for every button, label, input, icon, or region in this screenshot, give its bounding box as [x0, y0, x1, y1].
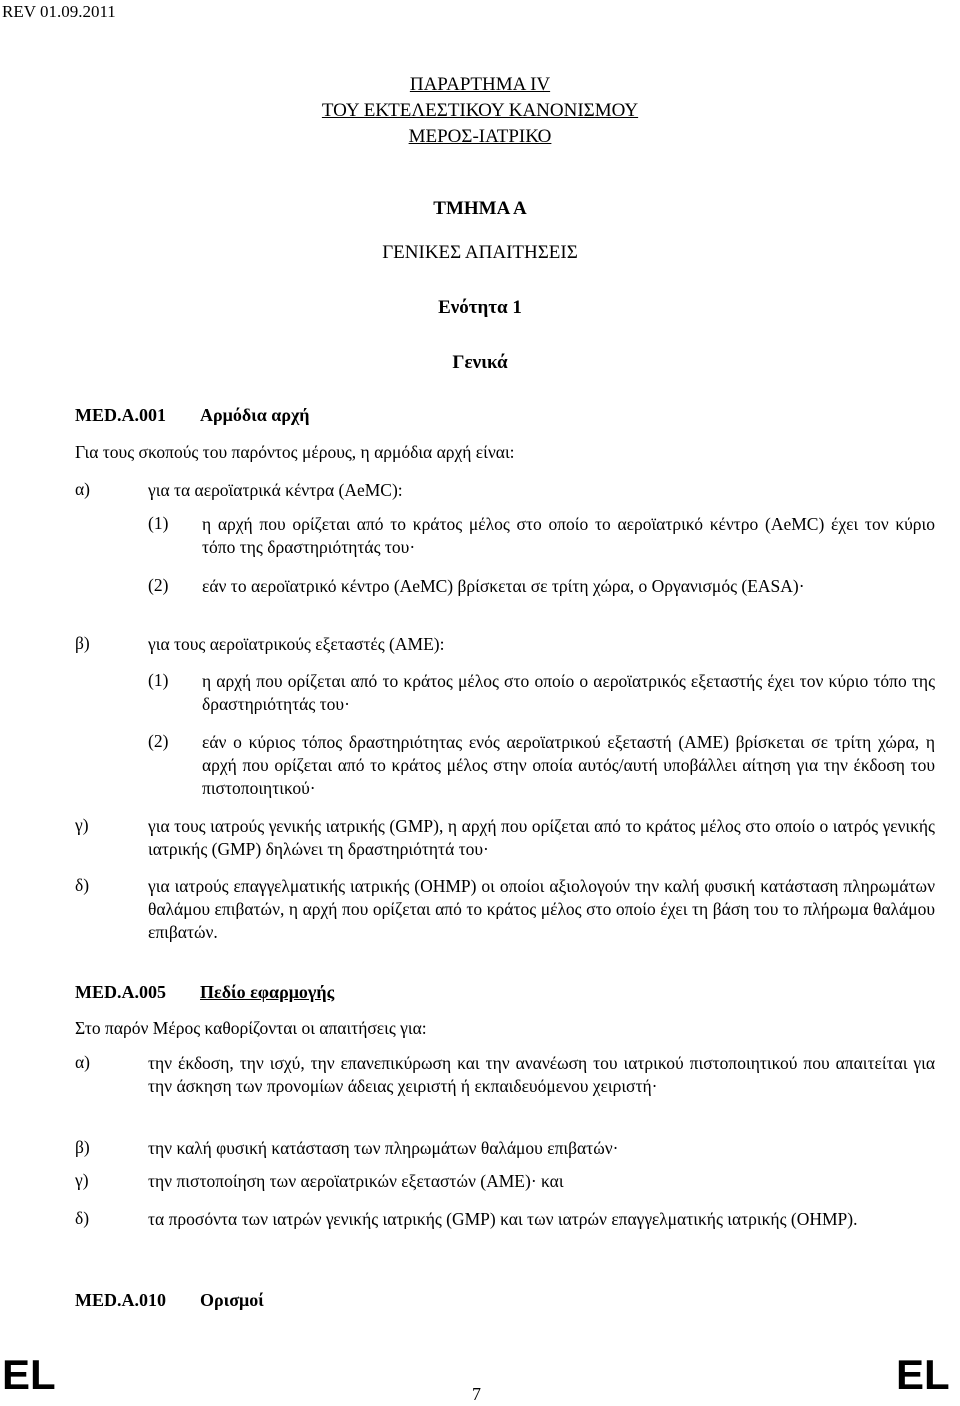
med005-item-d-text: τα προσόντα των ιατρών γενικής ιατρικής (GMP) και των ιατρών επαγγελματικής ιατρικής (OHMP).	[148, 1209, 858, 1229]
annex-title-line-1: ΠΑΡΑΡΤΗΜΑ IV	[409, 74, 551, 95]
med001-code: MED.A.001	[75, 405, 166, 425]
med001-item-a-label: α)	[75, 479, 90, 499]
med001-item-a1-label: (1)	[148, 513, 169, 533]
med001-item-c-label: γ)	[75, 815, 89, 835]
med005-item-a-label: α)	[75, 1052, 90, 1072]
med001-item-d-label: δ)	[75, 875, 90, 895]
med001-item-b-text: για τους αεροϊατρικούς εξεταστές (AME):	[148, 634, 445, 654]
page-number: 7	[472, 1384, 481, 1404]
med005-intro: Στο παρόν Μέρος καθορίζονται οι απαιτήσεις για:	[75, 1018, 427, 1038]
med005-item-d-label: δ)	[75, 1208, 90, 1228]
med001-item-a1-text: η αρχή που ορίζεται από το κράτος μέλος στο οποίο το αεροϊατρικό κέντρο (AeMC) έχει τον κύριο τόπο της δραστηριότητάς του·	[202, 514, 935, 557]
med005-item-c-text: την πιστοποίηση των αεροϊατρικών εξεταστών (AME)· και	[148, 1171, 564, 1191]
annex-title-line-3: ΜΕΡΟΣ-ΙΑΤΡΙΚΟ	[408, 126, 552, 147]
revision-label: REV 01.09.2011	[2, 2, 116, 21]
med010-code: MED.A.010	[75, 1290, 166, 1310]
med005-title: Πεδίο εφαρμογής	[200, 982, 335, 1002]
med001-item-b1-text: η αρχή που ορίζεται από το κράτος μέλος στο οποίο ο αεροϊατρικός εξεταστής έχει τον κύριο τόπο της δραστηριότητάς του·	[202, 671, 935, 714]
med001-item-d-text: για ιατρούς επαγγελματικής ιατρικής (OHMP) οι οποίοι αξιολογούν την καλή φυσική κατάσταση πληρωμάτων θαλάμου επιβατών, η αρχή που ορίζεται από το κράτος μέλος στο οποίο έχει τη βάση του το πλήρωμα θαλάμου επιβατών.	[148, 876, 935, 942]
footer-language-left: EL	[2, 1351, 56, 1398]
med001-item-a2-text: εάν το αεροϊατρικό κέντρο (AeMC) βρίσκεται σε τρίτη χώρα, ο Οργανισμός (EASA)·	[202, 576, 805, 596]
med001-item-b-label: β)	[75, 633, 90, 653]
annex-title-line-2: ΤΟΥ ΕΚΤΕΛΕΣΤΙΚΟΥ ΚΑΝΟΝΙΣΜΟΥ	[321, 100, 639, 121]
med005-item-a-text: την έκδοση, την ισχύ, την επανεπικύρωση και την ανανέωση του ιατρικού πιστοποιητικού που απαιτείται για την άσκηση των προνομίων άδειας χειριστή ή εκπαιδευόμενου χειριστή·	[148, 1053, 935, 1096]
med001-item-b2-label: (2)	[148, 731, 169, 751]
med010-title: Ορισμοί	[200, 1290, 264, 1310]
med001-item-a-text: για τα αεροϊατρικά κέντρα (AeMC):	[148, 480, 403, 500]
med005-item-c-label: γ)	[75, 1170, 89, 1190]
med005-item-b-text: την καλή φυσική κατάσταση των πληρωμάτων θαλάμου επιβατών·	[148, 1138, 619, 1158]
section-title: ΓΕΝΙΚΕΣ ΑΠΑΙΤΗΣΕΙΣ	[382, 242, 578, 263]
chapter-title: Γενικά	[452, 352, 508, 373]
section-heading: ΤΜΗΜΑ Α	[433, 198, 527, 219]
med005-item-b-label: β)	[75, 1137, 90, 1157]
med005-code: MED.A.005	[75, 982, 166, 1002]
chapter-heading: Ενότητα 1	[438, 297, 522, 318]
med001-item-a2-label: (2)	[148, 575, 169, 595]
med001-item-b2-text: εάν ο κύριος τόπος δραστηριότητας ενός αεροϊατρικού εξεταστή (AME) βρίσκεται σε τρίτη χώρα, η αρχή που ορίζεται από το κράτος μέλος στην οποία αυτός/αυτή υποβάλλει αίτηση για την έκδοση του πιστοποιητικού·	[202, 732, 935, 798]
med001-item-b1-label: (1)	[148, 670, 169, 690]
med001-intro: Για τους σκοπούς του παρόντος μέρους, η αρμόδια αρχή είναι:	[75, 442, 515, 462]
med001-item-c-text: για τους ιατρούς γενικής ιατρικής (GMP), η αρχή που ορίζεται από το κράτος μέλος στο οποίο ο ιατρός γενικής ιατρικής (GMP) δηλώνει τη δραστηριότητά του·	[148, 816, 935, 859]
footer-language-right: EL	[896, 1351, 950, 1398]
med001-title: Αρμόδια αρχή	[200, 405, 310, 425]
